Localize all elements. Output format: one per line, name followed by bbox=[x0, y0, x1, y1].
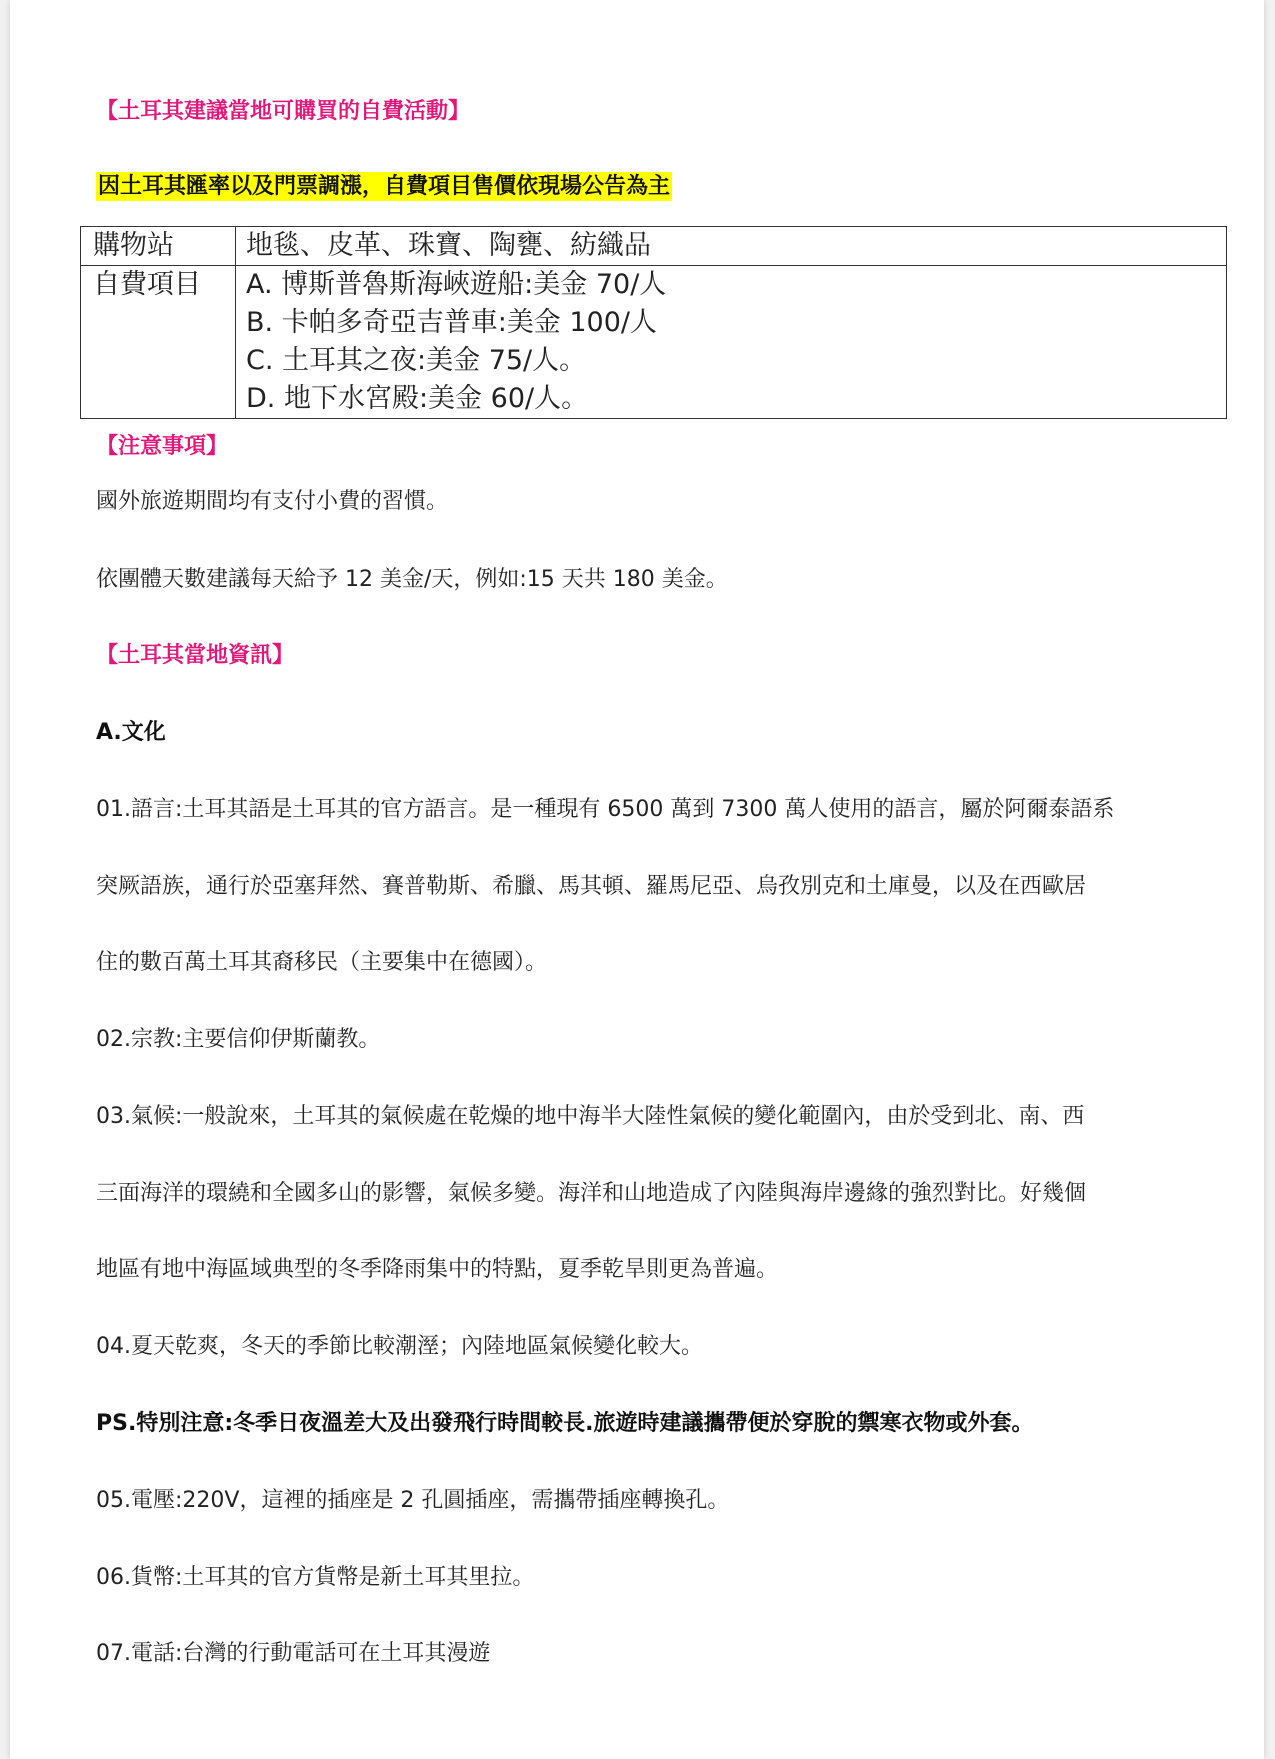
self-paid-heading: 【土耳其建議當地可購買的自費活動】 bbox=[96, 99, 471, 124]
info-line: 05.電壓:220V，這裡的插座是 2 孔圓插座，需攜帶插座轉換孔。 bbox=[96, 1488, 730, 1513]
info-line: 03.氣候:一般說來，土耳其的氣候處在乾燥的地中海半大陸性氣候的變化範圍內，由於受到北、南、西 bbox=[96, 1104, 1085, 1129]
self-paid-table bbox=[80, 226, 1227, 419]
local-info-heading: 【土耳其當地資訊】 bbox=[96, 643, 295, 668]
self-paid-item-a: A. 博斯普魯斯海峽遊船:美金 70/人 bbox=[246, 269, 667, 300]
document-page bbox=[10, 0, 1264, 1759]
info-line: 02.宗教:主要信仰伊斯蘭教。 bbox=[96, 1027, 381, 1052]
self-paid-item-d: D. 地下水宮殿:美金 60/人。 bbox=[246, 383, 589, 414]
culture-heading: A.文化 bbox=[96, 720, 166, 745]
table-content-self-paid bbox=[236, 266, 1227, 419]
attention-item: 國外旅遊期間均有支付小費的習慣。 bbox=[96, 489, 449, 514]
ps-note: PS.特別注意:冬季日夜溫差大及出發飛行時間較長.旅遊時建議攜帶便於穿脫的禦寒衣物或外套。 bbox=[96, 1411, 1034, 1436]
shopping-items: 地毯、皮革、珠寶、陶甕、紡織品 bbox=[246, 230, 651, 261]
attention-heading: 【注意事項】 bbox=[96, 434, 229, 459]
info-line: 06.貨幣:土耳其的官方貨幣是新土耳其里拉。 bbox=[96, 1565, 535, 1590]
info-line: 地區有地中海區域典型的冬季降雨集中的特點，夏季乾旱則更為普遍。 bbox=[96, 1257, 779, 1282]
table-label-self-paid: 自費項目 bbox=[81, 266, 236, 419]
price-notice-highlight: 因土耳其匯率以及門票調漲，自費項目售價依現場公告為主 bbox=[98, 174, 671, 199]
self-paid-item-c: C. 土耳其之夜:美金 75/人。 bbox=[246, 345, 587, 376]
table-row-shopping bbox=[81, 227, 1227, 266]
table-label-shopping: 購物站 bbox=[81, 227, 236, 266]
info-line: 04.夏天乾爽，冬天的季節比較潮溼；內陸地區氣候變化較大。 bbox=[96, 1334, 703, 1359]
notice-line bbox=[96, 172, 672, 202]
attention-item: 依團體天數建議每天給予 12 美金/天，例如:15 天共 180 美金。 bbox=[96, 567, 728, 592]
info-line: 01.語言:土耳其語是土耳其的官方語言。是一種現有 6500 萬到 7300 萬人使用的語言，屬於阿爾泰語系 bbox=[96, 797, 1115, 822]
self-paid-item-b: B. 卡帕多奇亞吉普車:美金 100/人 bbox=[246, 307, 657, 338]
info-line: 住的數百萬土耳其裔移民（主要集中在德國）。 bbox=[96, 950, 548, 975]
table-row-self-paid bbox=[81, 266, 1227, 419]
info-line: 突厥語族，通行於亞塞拜然、賽普勒斯、希臘、馬其頓、羅馬尼亞、烏孜別克和土庫曼，以及在西歐居 bbox=[96, 874, 1087, 899]
info-line: 三面海洋的環繞和全國多山的影響，氣候多變。海洋和山地造成了內陸與海岸邊緣的強烈對比。好幾個 bbox=[96, 1181, 1087, 1206]
info-line: 07.電話:台灣的行動電話可在土耳其漫遊 bbox=[96, 1641, 491, 1666]
table-content-shopping bbox=[236, 227, 1227, 266]
